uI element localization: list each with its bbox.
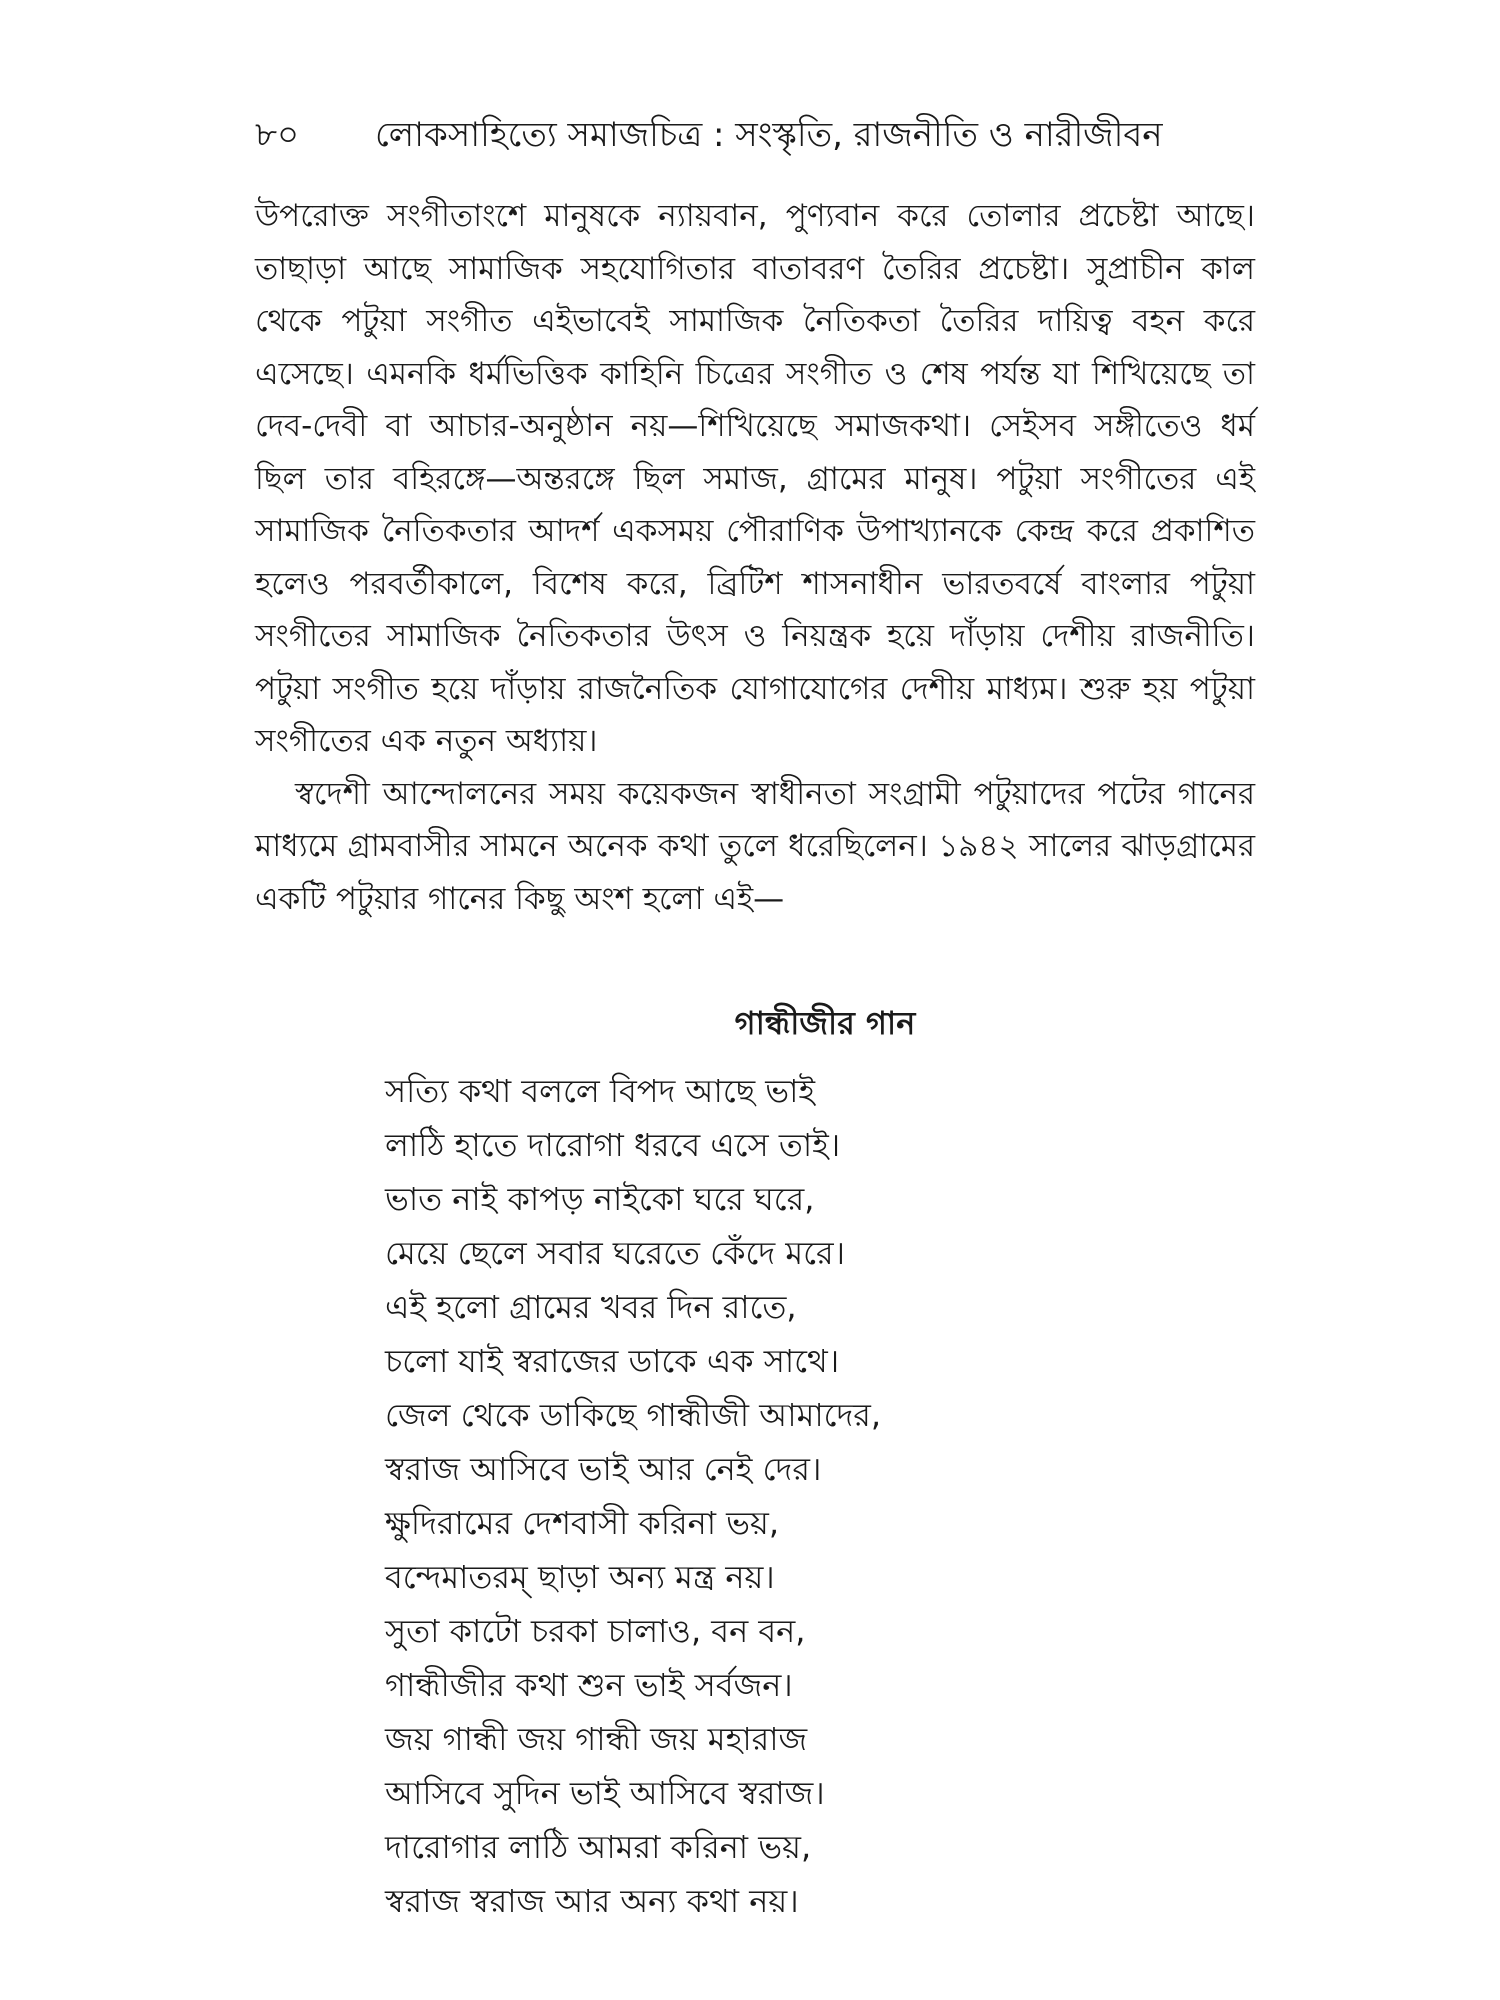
song-verse bbox=[385, 1064, 1085, 1928]
page-number: ৮০ bbox=[255, 114, 300, 155]
paragraph: স্বদেশী আন্দোলনের সময় কয়েকজন স্বাধীনতা সংগ্রামী পটুয়াদের পটের গানের মাধ্যমে গ্রামবাসীর সামনে অনেক কথা তুলে ধরেছিলেন। ১৯৪২ সালের ঝাড়গ্রামের একটি পটুয়ার গানের কিছু অংশ হলো এই— bbox=[255, 775, 1255, 917]
running-title: লোকসাহিত্যে সমাজচিত্র : সংস্কৃতি, রাজনীতি ও নারীজীবন bbox=[375, 114, 1163, 155]
song-line: দারোগার লাঠি আমরা করিনা ভয়, bbox=[385, 1828, 812, 1866]
song-line: গান্ধীজীর কথা শুন ভাই সর্বজন। bbox=[385, 1666, 793, 1704]
song-line: আসিবে সুদিন ভাই আসিবে স্বরাজ। bbox=[385, 1774, 825, 1812]
song-line: সুতা কাটো চরকা চালাও, বন বন, bbox=[385, 1612, 806, 1650]
body-text bbox=[255, 190, 1255, 925]
running-header bbox=[255, 112, 1255, 162]
song-line: স্বরাজ স্বরাজ আর অন্য কথা নয়। bbox=[385, 1882, 799, 1920]
song-line: জয় গান্ধী জয় গান্ধী জয় মহারাজ bbox=[385, 1720, 808, 1758]
song-line: ভাত নাই কাপড় নাইকো ঘরে ঘরে, bbox=[385, 1180, 815, 1218]
song-line: লাঠি হাতে দারোগা ধরবে এসে তাই। bbox=[385, 1126, 841, 1164]
song-line: এই হলো গ্রামের খবর দিন রাতে, bbox=[385, 1288, 797, 1326]
song-line: সত্যি কথা বললে বিপদ আছে ভাই bbox=[385, 1072, 816, 1110]
song-line: বন্দেমাতরম্ ছাড়া অন্য মন্ত্র নয়। bbox=[385, 1558, 775, 1596]
paragraph: উপরোক্ত সংগীতাংশে মানুষকে ন্যায়বান, পুণ্যবান করে তোলার প্রচেষ্টা আছে। তাছাড়া আছে সামাজিক সহযোগিতার বাতাবরণ তৈরির প্রচেষ্টা। সুপ্রাচীন কাল থেকে পটুয়া সংগীত এইভাবেই সামাজিক নৈতিকতা তৈরির দায়িত্ব বহন করে এসেছে। এমনকি ধর্মভিত্তিক কাহিনি চিত্রের সংগীত ও শেষ পর্যন্ত যা শিখিয়েছে তা দেব-দেবী বা আচার-অনুষ্ঠান নয়—শিখিয়েছে সমাজকথা। সেইসব সঙ্গীতেও ধর্ম ছিল তার বহিরঙ্গে—অন্তরঙ্গে ছিল সমাজ, গ্রামের মানুষ। পটুয়া সংগীতের এই সামাজিক নৈতিকতার আদর্শ একসময় পৌরাণিক উপাখ্যানকে কেন্দ্র করে প্রকাশিত হলেও পরবর্তীকালে, বিশেষ করে, ব্রিটিশ শাসনাধীন ভারতবর্ষে বাংলার পটুয়া সংগীতের সামাজিক নৈতিকতার উৎস ও নিয়ন্ত্রক হয়ে দাঁড়ায় দেশীয় রাজনীতি। পটুয়া সংগীত হয়ে দাঁড়ায় রাজনৈতিক যোগাযোগের দেশীয় মাধ্যম। শুরু হয় পটুয়া সংগীতের এক নতুন অধ্যায়। bbox=[255, 198, 1255, 759]
song-line: মেয়ে ছেলে সবার ঘরেতে কেঁদে মরে। bbox=[385, 1234, 846, 1272]
song-line: ক্ষুদিরামের দেশবাসী করিনা ভয়, bbox=[385, 1504, 780, 1542]
song-title: গান্ধীজীর গান bbox=[734, 1004, 916, 1042]
song-line: জেল থেকে ডাকিছে গান্ধীজী আমাদের, bbox=[385, 1396, 882, 1434]
song-line: চলো যাই স্বরাজের ডাকে এক সাথে। bbox=[385, 1342, 840, 1380]
song-line: স্বরাজ আসিবে ভাই আর নেই দের। bbox=[385, 1450, 822, 1488]
